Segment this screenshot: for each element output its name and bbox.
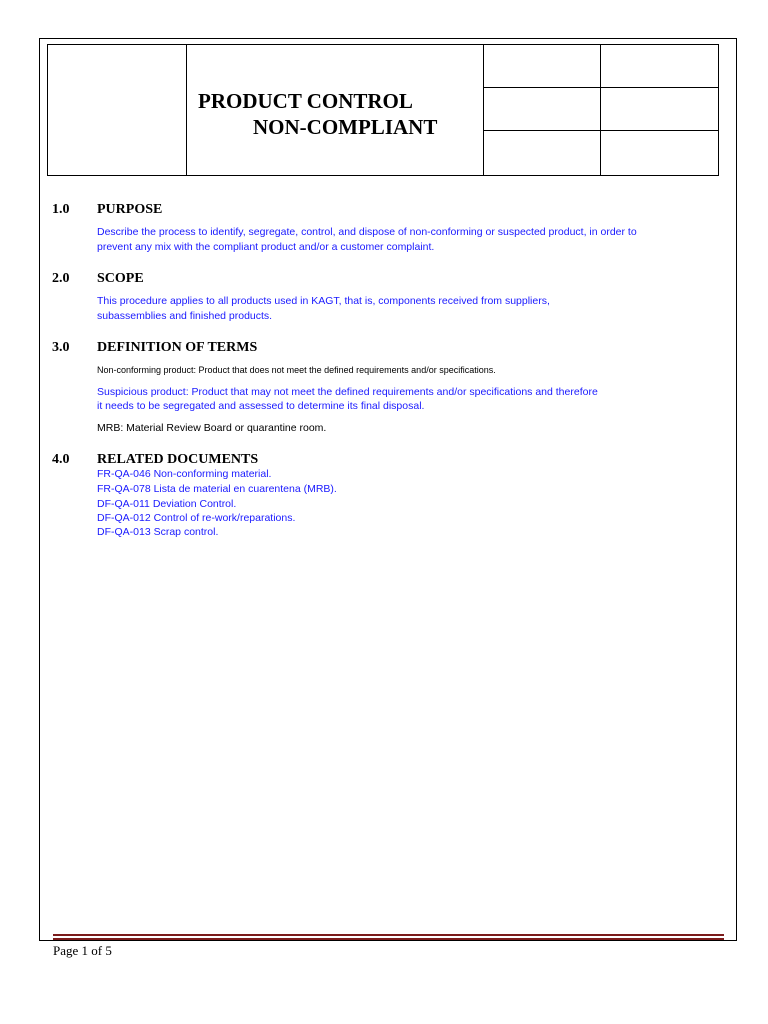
header-info-cell — [484, 131, 601, 176]
related-document-link[interactable]: DF-QA-012 Control of re-work/reparations. — [97, 512, 296, 524]
header-info-cell — [601, 131, 719, 176]
scope-text-line2: subassemblies and finished products. — [97, 310, 273, 322]
definition-mrb: MRB: Material Review Board or quarantine room. — [97, 422, 327, 434]
section-title-scope: SCOPE — [97, 271, 144, 286]
section-title-definitions: DEFINITION OF TERMS — [97, 340, 258, 355]
page-number: Page 1 of 5 — [53, 943, 112, 958]
document-title-line1: PRODUCT CONTROL — [198, 89, 413, 113]
section-title-related-documents: RELATED DOCUMENTS — [97, 452, 259, 467]
header-info-cell — [484, 45, 601, 88]
document-title-line2: NON-COMPLIANT — [253, 115, 438, 139]
related-document-link[interactable]: DF-QA-013 Scrap control. — [97, 526, 219, 538]
definition-nonconforming: Non-conforming product: Product that does not meet the defined requirements and/or specifications. — [97, 365, 496, 375]
title-cell — [187, 45, 484, 176]
section-number: 3.0 — [52, 340, 70, 355]
section-number: 1.0 — [52, 202, 70, 217]
section-number: 2.0 — [52, 271, 70, 286]
scope-text-line1: This procedure applies to all products used in KAGT, that is, components received from suppliers, — [97, 295, 550, 307]
section-title-purpose: PURPOSE — [97, 202, 163, 217]
related-document-link[interactable]: FR-QA-046 Non-conforming material. — [97, 468, 272, 480]
footer-rule — [53, 934, 724, 936]
header-info-cell — [484, 88, 601, 131]
logo-cell — [48, 45, 187, 176]
related-document-link[interactable]: DF-QA-011 Deviation Control. — [97, 498, 237, 510]
document-header-table — [47, 44, 719, 176]
related-document-link[interactable]: FR-QA-078 Lista de material en cuarentena (MRB). — [97, 483, 337, 495]
purpose-text-line1: Describe the process to identify, segregate, control, and dispose of non-conforming or suspected product, in order to — [97, 226, 637, 238]
header-info-cell — [601, 45, 719, 88]
header-info-cell — [601, 88, 719, 131]
section-number: 4.0 — [52, 452, 70, 467]
footer-rule — [53, 938, 724, 940]
definition-suspicious-line2: it needs to be segregated and assessed to determine its final disposal. — [97, 400, 425, 412]
definition-suspicious-line1: Suspicious product: Product that may not meet the defined requirements and/or specifications and therefore — [97, 386, 598, 398]
purpose-text-line2: prevent any mix with the compliant product and/or a customer complaint. — [97, 241, 435, 253]
